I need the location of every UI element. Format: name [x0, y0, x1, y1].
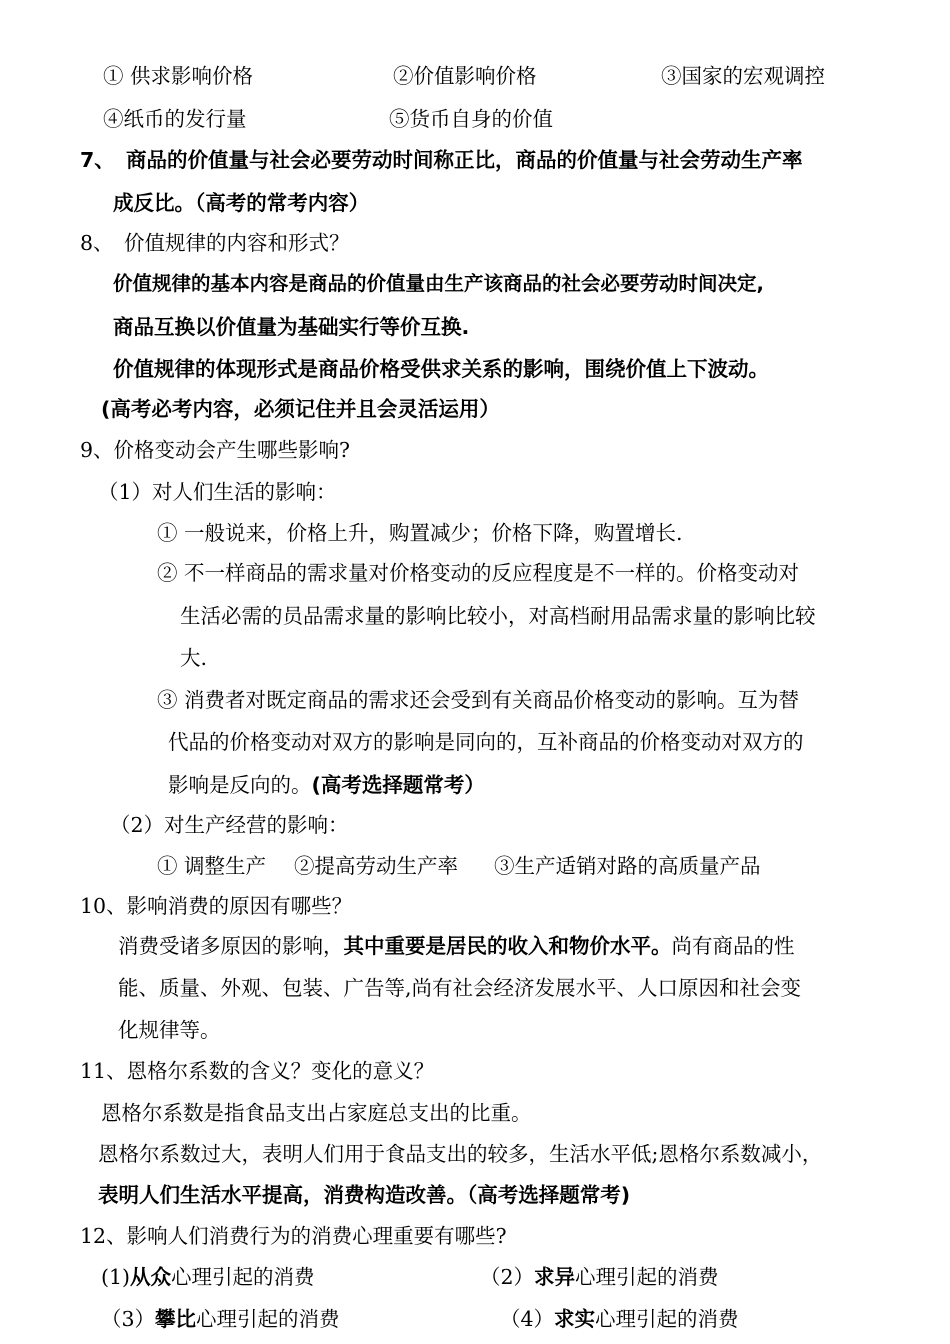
q8-number: 8、: [80, 231, 114, 255]
q12-item-comparison: [101, 1309, 340, 1330]
option-currency-value: ⑤货币自身的价值: [389, 107, 553, 131]
q9-sub-heading-life: （1）对人们生活的影响：: [98, 480, 337, 504]
q8-note: (高考必考内容，必须记住并且会灵活运用）: [101, 397, 500, 421]
q7-text-line1: 商品的价值量与社会必要劳动时间称正比，商品的价值量与社会劳动生产率: [126, 148, 803, 172]
q7-text-line2: 成反比。（高考的常考内容）: [113, 191, 370, 215]
q12-question: 12、影响人们消费行为的消费心理重要有哪些?: [80, 1224, 507, 1248]
q11-question: 11、恩格尔系数的含义？变化的意义？: [80, 1059, 435, 1083]
option-value: ②价值影响价格: [393, 64, 537, 88]
q12-item1-text: 心理引起的消费: [171, 1265, 315, 1289]
q9-production-adjust: ① 调整生产: [157, 854, 267, 878]
q9-question: 9、价格变动会产生哪些影响?: [80, 438, 351, 462]
q9-production-productivity: ②提高劳动生产率: [294, 854, 458, 878]
q11-answer-meaning: 恩格尔系数过大，表明人们用于食品支出的较多，生活水平低;恩格尔系数减小，: [98, 1142, 823, 1166]
q10-answer-key: 其中重要是居民的收入和物价水平。: [343, 934, 672, 958]
q11-answer-definition: 恩格尔系数是指食品支出占家庭总支出的比重。: [101, 1101, 532, 1125]
q9-point2-line3: 大.: [180, 646, 208, 670]
q12-item-conformity: [101, 1267, 315, 1288]
q9-point3-line2: 代品的价格变动对双方的影响是同向的，互补商品的价格变动对双方的: [168, 730, 804, 754]
option-paper-money: ④纸币的发行量: [103, 107, 247, 131]
q9-point2-line2: 生活必需的员品需求量的影响比较小，对高档耐用品需求量的影响比较: [180, 604, 816, 628]
option-macro-control: ③国家的宏观调控: [661, 64, 825, 88]
q9-point3-note: (高考选择题常考）: [311, 773, 485, 797]
q9-sub-heading-production: （2）对生产经营的影响：: [110, 813, 349, 837]
q12-item2-text: 心理引起的消费: [575, 1265, 719, 1289]
option-supply-demand: ① 供求影响价格: [103, 64, 254, 88]
q12-item1-key: 从众: [130, 1265, 172, 1289]
q12-item4-key: 求实: [554, 1307, 596, 1331]
q10-answer-line1: [118, 936, 795, 957]
q8-answer-line2: 商品互换以价值量为基础实行等价互换.: [113, 315, 470, 339]
q12-item3-key: 攀比: [155, 1307, 197, 1331]
q12-item4-text: 心理引起的消费: [595, 1307, 739, 1331]
q9-point2-line1: ② 不一样商品的需求量对价格变动的反应程度是不一样的。价格变动对: [157, 561, 800, 585]
q9-point3-line1: ③ 消费者对既定商品的需求还会受到有关商品价格变动的影响。互为替: [157, 688, 800, 712]
q12-item4-index: （4）: [500, 1307, 555, 1331]
q10-answer-line2: 能、质量、外观、包装、广告等,尚有社会经济发展水平、人口原因和社会变: [118, 976, 802, 1000]
q8-question: 价值规律的内容和形式？: [124, 231, 350, 255]
q11-answer-conclusion: 表明人们生活水平提高，消费构造改善。（高考选择题常考): [98, 1183, 631, 1207]
q10-answer-intro: 消费受诸多原因的影响，: [118, 934, 344, 958]
q12-item2-key: 求异: [534, 1265, 576, 1289]
q9-point1: ① 一般说来，价格上升，购置减少；价格下降，购置增长.: [157, 521, 683, 545]
q12-item3-text: 心理引起的消费: [196, 1307, 340, 1331]
q12-item-practical: [500, 1309, 739, 1330]
q8-answer-line3: 价值规律的体现形式是商品价格受供求关系的影响，围绕价值上下波动。: [113, 357, 769, 381]
q7-number: 7、: [80, 148, 115, 172]
q9-point3-line3: [168, 775, 485, 796]
q8-answer-line1: 价值规律的基本内容是商品的价值量由生产该商品的社会必要劳动时间决定,: [113, 272, 764, 295]
q12-item-difference: [480, 1267, 719, 1288]
q10-answer-more: 尚有商品的性: [671, 934, 795, 958]
q12-item2-index: （2）: [480, 1265, 535, 1289]
q10-question: 10、影响消费的原因有哪些？: [80, 894, 353, 918]
q12-item1-index: (1): [101, 1265, 131, 1289]
q9-point3-text: 影响是反向的。: [168, 773, 312, 797]
q12-item3-index: （3）: [101, 1307, 156, 1331]
q10-answer-line3: 化规律等。: [118, 1018, 221, 1042]
q9-production-quality: ③生产适销对路的高质量产品: [494, 854, 761, 878]
